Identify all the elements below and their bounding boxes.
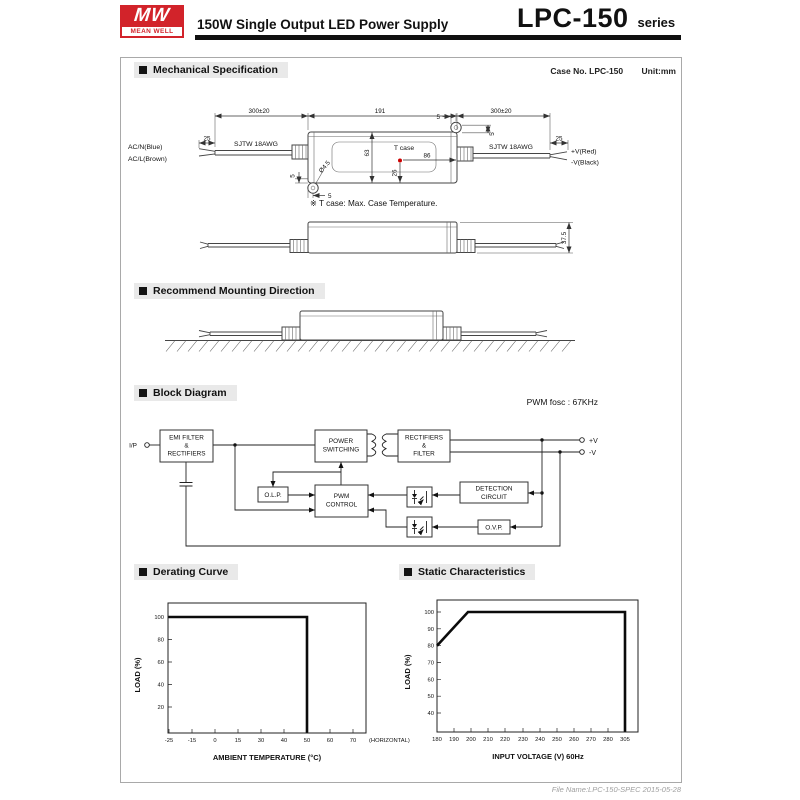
x-tick: 30: [257, 738, 265, 744]
static-y-axis-label: LOAD (%): [403, 654, 412, 690]
y-tick: 40: [427, 711, 434, 717]
ac-line-label: AC/L(Brown): [128, 156, 167, 163]
dim-case-height: 63: [364, 149, 371, 157]
pwm-line1: PWM: [333, 493, 350, 500]
static-plot-area: [437, 600, 638, 732]
case-number: Case No. LPC-150: [550, 66, 624, 76]
case-on-ground: [199, 311, 547, 340]
section-derating-curve: [134, 564, 238, 580]
optocoupler-1-box: [407, 487, 432, 507]
y-tick: 60: [157, 660, 164, 666]
detection-line2: CIRCUIT: [481, 494, 507, 501]
detection-line1: DETECTION: [475, 485, 513, 493]
pwm-fosc-label: PWM fosc : 67KHz: [526, 397, 598, 407]
section-title: Mechanical Specification: [153, 64, 278, 76]
v-plus-label: +V(Red): [571, 148, 597, 156]
y-tick: 80: [427, 643, 434, 650]
dim-strip-right: 25: [555, 135, 563, 143]
ground-hatching: [165, 341, 575, 352]
olp-label: O.L.P.: [264, 492, 282, 499]
derating-x-axis-label: AMBIENT TEMPERATURE (°C): [212, 753, 322, 762]
wire-spec-right: SJTW 18AWG: [489, 144, 533, 151]
derating-y-tick-labels: [154, 615, 164, 711]
optocoupler-2-box: [407, 517, 432, 537]
emi-line2: &: [184, 442, 189, 450]
unit-label: Unit:mm: [641, 66, 676, 76]
dim-hole-diameter: Ø4.5: [317, 159, 332, 175]
x-tick: 70: [349, 738, 357, 744]
case-side-view: [200, 222, 573, 253]
y-tick: 80: [157, 637, 164, 644]
x-tick: 180: [432, 737, 442, 743]
dim-ear-bottom-offset: 5: [328, 193, 332, 200]
dim-cable-left: 300±20: [248, 108, 270, 115]
static-y-tick-labels: [424, 610, 434, 717]
dim-case-length: 191: [374, 108, 386, 115]
logo-mean-well-text: MEAN WELL: [122, 27, 182, 36]
section-mechanical-specification: [134, 62, 288, 78]
section-title: Block Diagram: [153, 387, 227, 399]
y-tick: 70: [427, 660, 434, 667]
x-tick: 210: [483, 737, 493, 743]
dim-tcase-to-right: 86: [423, 152, 431, 160]
ovp-label: O.V.P.: [485, 524, 503, 532]
x-tick: 230: [518, 737, 528, 743]
static-chart: [394, 592, 684, 780]
dim-ear-top-height: 5: [489, 132, 496, 136]
y-tick: 100: [154, 615, 164, 621]
dim-strip-left: 25: [203, 135, 211, 143]
x-tick: 305: [620, 737, 630, 743]
section-static-characteristics: [399, 564, 535, 580]
series-model: LPC-150: [517, 3, 629, 33]
case-top-view: [308, 122, 461, 193]
emi-line1: EMI FILTER: [169, 434, 204, 442]
static-curve-line: [437, 612, 625, 732]
output-minus-label: -V: [589, 450, 596, 457]
x-tick: 260: [569, 737, 579, 743]
dim-ear-top-offset: 5: [436, 114, 440, 121]
series-name: [517, 3, 675, 34]
static-x-tick-labels: [432, 737, 630, 743]
x-tick: 40: [280, 738, 288, 744]
derating-curve-line: [169, 617, 308, 733]
x-tick: -15: [187, 738, 197, 744]
wire-spec-left: SJTW 18AWG: [234, 141, 278, 148]
derating-y-axis-label: LOAD (%): [133, 657, 142, 693]
tcase-label: T case: [393, 145, 415, 152]
derating-chart: [122, 592, 410, 780]
rect-line2: &: [421, 442, 427, 450]
y-tick: 90: [427, 626, 434, 633]
rect-line3: FILTER: [413, 450, 435, 458]
rect-line1: RECTIFIERS: [405, 434, 443, 442]
static-axis-ticks: [437, 612, 625, 732]
page-title: 150W Single Output LED Power Supply: [197, 17, 449, 32]
ac-neutral-label: AC/N(Blue): [128, 143, 163, 151]
series-suffix: series: [637, 15, 676, 30]
x-tick: 190: [449, 737, 459, 743]
y-tick: 20: [157, 705, 164, 711]
y-tick: 100: [424, 610, 434, 616]
mechanical-drawing: [120, 90, 681, 278]
x-tick: 280: [603, 737, 613, 743]
x-tick: 240: [535, 737, 545, 743]
derating-plot-area: [168, 603, 366, 733]
x-tick: 0: [213, 738, 217, 744]
x-tick: 60: [326, 738, 334, 744]
section-bullet-icon: [139, 66, 147, 74]
emi-line3: RECTIFIERS: [167, 450, 206, 458]
derating-x-tick-labels: [165, 738, 356, 744]
section-bullet-icon: [139, 568, 147, 576]
x-tick: 220: [500, 737, 510, 743]
input-label: I/P: [129, 442, 137, 450]
header-rule: [195, 35, 681, 40]
dim-ear-bottom-height: 5: [289, 174, 297, 178]
y-tick: 40: [157, 682, 164, 689]
static-x-axis-label: INPUT VOLTAGE (V) 60Hz: [492, 752, 584, 761]
output-plus-label: +V: [589, 438, 598, 445]
pwm-line2: CONTROL: [325, 501, 358, 509]
mean-well-logo: [120, 5, 184, 38]
horizontal-note: (HORIZONTAL): [369, 738, 410, 744]
tcase-dot: [398, 159, 402, 163]
x-tick: -25: [164, 738, 174, 744]
dim-side-height: 37.5: [561, 231, 568, 245]
section-title: Recommend Mounting Direction: [153, 285, 315, 297]
y-tick: 60: [427, 677, 434, 684]
block-diagram: [120, 388, 681, 562]
tcase-note: ※ T case: Max. Case Temperature.: [310, 199, 438, 208]
x-tick: 270: [586, 737, 596, 743]
x-tick: 200: [466, 737, 476, 743]
section-title: Static Characteristics: [418, 566, 526, 578]
power-line1: POWER: [328, 438, 354, 445]
y-tick: 50: [427, 694, 434, 701]
v-minus-label: -V(Black): [571, 159, 599, 167]
power-line2: SWITCHING: [322, 446, 360, 454]
logo-mw-monogram: MW: [133, 5, 172, 26]
file-info: File Name:LPC-150-SPEC 2015-05-28: [551, 785, 681, 794]
dim-cable-right: 300±20: [490, 108, 512, 115]
dim-tcase-to-bottom: 26: [391, 169, 399, 177]
section-bullet-icon: [139, 287, 147, 295]
section-title: Derating Curve: [153, 566, 229, 578]
section-bullet-icon: [404, 568, 412, 576]
x-tick: 50: [303, 738, 311, 744]
mounting-drawing: [120, 296, 681, 378]
x-tick: 250: [552, 737, 562, 743]
derating-axis-ticks: [168, 617, 353, 733]
case-info: [400, 66, 676, 76]
x-tick: 15: [234, 738, 242, 744]
